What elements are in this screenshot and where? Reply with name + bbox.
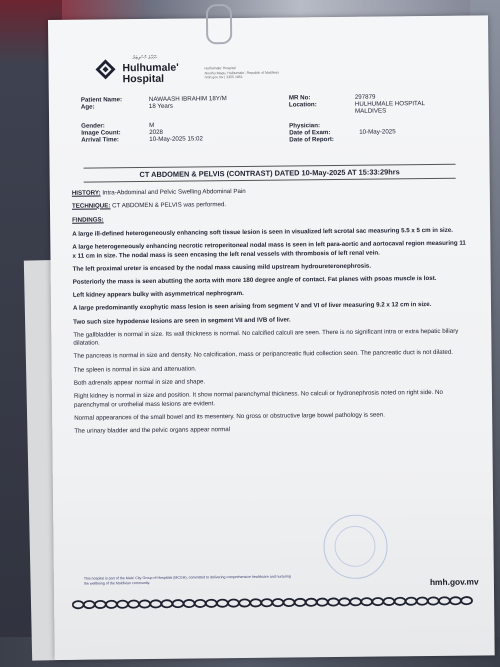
physician-label-text: Physician: [289,122,321,130]
chain-link [239,599,250,606]
chain-link [95,601,106,608]
finding-item: A large heterogeneously enhancing necrotic retroperitoneal nodal mass is seen in left para-aortic and aortocaval region measuring 11 x 11 cm in size. The nodal mass is seen encasing the left renal vessels with thrombosis of left renal vein. [72,239,466,260]
chain-link [461,597,472,604]
report-title: CT ABDOMEN & PELVIS (CONTRAST) DATED 10-May-2025 AT 15:33:29hrs [139,167,400,180]
gender-label-text: Gender: [81,122,105,130]
chain-link [195,600,206,607]
chain-link [295,599,306,606]
chain-link [395,598,406,605]
chain-link [350,598,361,605]
chain-link [84,601,95,608]
chain-link [306,599,317,606]
finding-item: Right kidney is normal in size and position. It show normal parenchymal thickness. No calculi or hydronephrosis noted on right side. No parenchymal or urothelial mass lesions are evident. [73,388,443,409]
technique-text: CT ABDOMEN & PELVIS was performed. [110,200,227,209]
exam-date-value: 10-May-2025 [359,128,396,136]
finding-item: Both adrenals appear normal in size and shape. [73,378,206,387]
chain-link [406,598,417,605]
technique-label: TECHNIQUE: [71,201,111,210]
chain-link [428,597,439,604]
hospital-logo-icon [94,58,116,80]
paper-clip [206,4,232,44]
address-line: Nirolhu Magu, Hulhumale', Republic of Maldives [204,70,279,75]
mr-label-text: MR No: [288,94,311,102]
gender-value: M [149,121,155,129]
decorative-chain-border [72,594,476,612]
image-count-label-text: Image Count: [81,129,121,137]
history-label: HISTORY: [71,189,101,197]
footer-note: This hospital is part of the Male' City Group of Hospitals (MCGH), committed to delivering comprehensive healthcare and nurturing the wellbeing of the Maldivian community. [83,574,291,586]
patient-name-row [81,96,122,103]
finding-item: The urinary bladder and the pelvic organs appear normal [74,426,231,435]
location-label-text: Location: [288,101,317,109]
report-date-label-text: Date of Report: [289,136,334,144]
location-value-2: MALDIVES [354,107,387,115]
chain-link [328,598,339,605]
chain-link [450,597,461,604]
report-date-label [289,136,334,143]
chain-link [284,599,295,606]
history-line [72,186,468,199]
finding-item: The gallbladder is normal in size. Its wall thickness is normal. No calcified calculi are seen. There is no significant intra or extra hepatic biliary dilatation. [73,327,459,348]
age-label-text: Age: [80,103,95,111]
chain-link [372,598,383,605]
chain-link [73,601,84,608]
hospital-stamp [323,514,388,579]
hospital-address [204,65,324,80]
chain-link [117,601,128,608]
finding-item: The spleen is normal in size and attenuation. [73,365,197,374]
chain-link [228,599,239,606]
chain-link [272,599,283,606]
finding-item: The left proximal ureter is encased by the nodal mass causing mild upstream hydroureteronephrosis. [72,262,372,273]
finding-item: Posteriorly the mass is seen abutting the aorta with more 180 degree angle of contact. Fat planes with psoas muscle is lost. [72,274,437,286]
finding-item: A large ill-defined heterogeneously enhancing soft tissue lesion is seen in visualized left scrotal sac measuring 5.5 x 5 cm in size. [72,226,454,238]
patient-name-label: Patient Name: [80,96,123,104]
chain-link [383,598,394,605]
address-line: hmh.gov.mv | 3355 1851 [204,74,243,80]
image-count-value: 2028 [149,128,163,136]
finding-item: Left kidney appears bulky with asymmetrical nephrogram. [72,290,244,299]
age-value: 18 Years [148,102,174,110]
chain-link [106,601,117,608]
finding-item: Two such size hypodense lesions are seen in segment VII and IVB of liver. [73,315,291,326]
chain-link [261,599,272,606]
report-page [48,15,495,660]
chain-link [361,598,372,605]
mr-value: 297879 [354,93,376,101]
chain-link [206,600,217,607]
finding-item: Normal appearances of the small bowel and its mesentery. No gross or obstructive large bowel pathology is seen. [74,411,385,422]
age-label [81,104,95,111]
patient-name-value: NAWAASH IBRAHIM 18Y/M [148,95,227,103]
arrival-label [81,136,119,143]
footer-website: hmh.gov.mv [429,576,479,588]
report-title-bar [84,164,456,183]
technique-line [72,198,468,211]
arrival-value: 10-May-2025 15:02 [149,135,203,143]
hospital-name-line2: Hospital [122,72,165,86]
report-body [72,186,471,441]
location-label [289,101,317,108]
location-value-1: HULHUMALE HOSPITAL [354,100,425,108]
chain-link [217,600,228,607]
chain-link [339,598,350,605]
hospital-name-line1: Hulhumale' [122,61,179,75]
finding-item: A large predominantly exophytic mass lesion is seen arising from segment V and VI of liver measuring 9.2 x 12 cm in size. [72,301,432,313]
exam-date-label-text: Date of Exam: [289,129,331,137]
chain-link [439,597,450,604]
chain-link [128,600,139,607]
chain-link [139,600,150,607]
hospital-name [122,63,178,86]
chain-link [150,600,161,607]
hospital-name-dhivehi: ހުޅުމާލެ ހޮސްޕިޓަލް [132,54,158,62]
findings-label: FINDINGS: [72,216,104,224]
finding-item: The pancreas is normal in size and density. No calcification, mass or peripancreatic fluid collection seen. The pancreatic duct is not dilated. [73,349,454,361]
chain-link [417,597,428,604]
chain-link [250,599,261,606]
history-text: Intra-Abdominal and Pelvic Swelling Abdominal Pain [100,187,246,197]
chain-link [173,600,184,607]
chain-link [184,600,195,607]
address-line: Hulhumale' Hospital [204,66,236,71]
chain-link [317,599,328,606]
arrival-label-text: Arrival Time: [81,136,120,144]
chain-link [161,600,172,607]
